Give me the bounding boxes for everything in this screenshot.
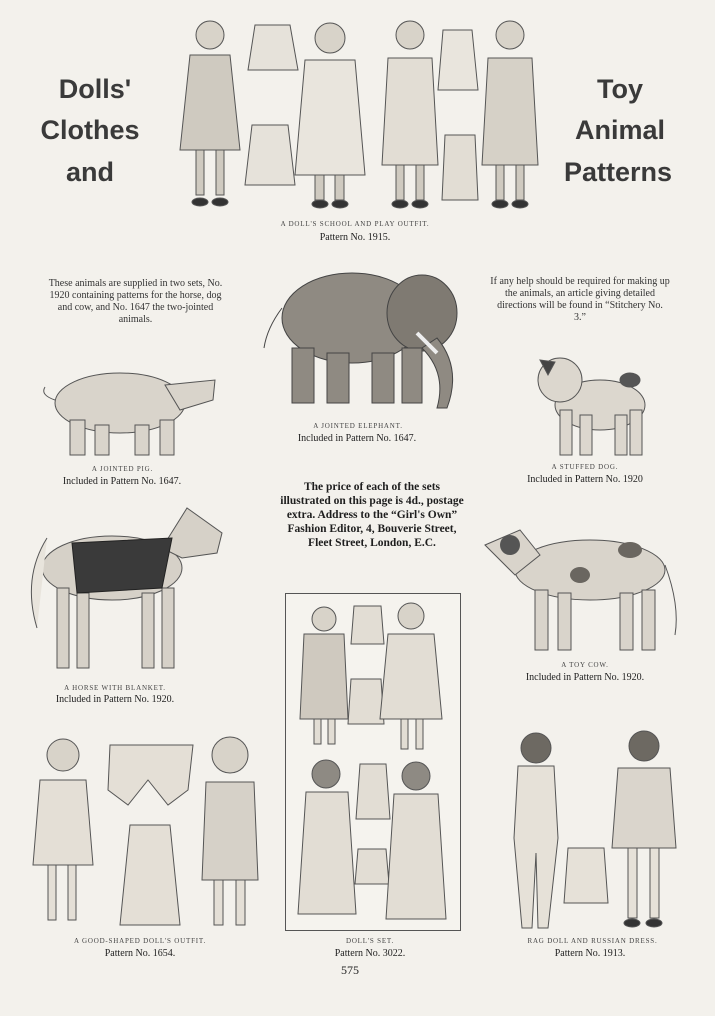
help-note: If any help should be required for making up the animals, an article giving detailed directions will be found in “Stitchery No. 3.” xyxy=(490,276,670,323)
horse-label: A HORSE WITH BLANKET. xyxy=(64,684,166,692)
cow-pattern: Included in Pattern No. 1920. xyxy=(525,672,645,683)
dolls-set-frame xyxy=(285,593,461,931)
pig-pattern: Included in Pattern No. 1647. xyxy=(62,476,182,487)
good-shaped-pattern: Pattern No. 1654. xyxy=(104,948,176,959)
title-left-line-3: and xyxy=(65,157,114,187)
dog-pattern: Included in Pattern No. 1920 xyxy=(527,474,643,485)
good-shaped-label: A GOOD-SHAPED DOLL'S OUTFIT. xyxy=(73,937,207,945)
pig-illustration xyxy=(35,365,220,460)
page-number: 575 xyxy=(341,963,359,977)
dog-illustration xyxy=(520,350,650,460)
rag-doll-label: RAG DOLL AND RUSSIAN DRESS. xyxy=(527,937,658,945)
title-left-line-1: Dolls' xyxy=(58,74,132,104)
rag-doll-illustration xyxy=(496,728,686,931)
horse-pattern: Included in Pattern No. 1920. xyxy=(55,694,175,705)
dog-label: A STUFFED DOG. xyxy=(551,463,619,471)
good-shaped-outfit-illustration xyxy=(18,730,260,930)
animals-note: These animals are supplied in two sets, No. 1920 containing patterns for the horse, dog and cow, and No. 1647 the two-jointed animals. xyxy=(48,278,223,325)
cow-label: A TOY COW. xyxy=(561,661,609,669)
title-right-line-2: Animal xyxy=(574,115,666,145)
horse-illustration xyxy=(22,498,227,680)
rag-doll-pattern: Pattern No. 1913. xyxy=(554,948,626,959)
school-outfit-illustration xyxy=(160,10,550,215)
elephant-pattern: Included in Pattern No. 1647. xyxy=(297,433,417,444)
school-outfit-pattern: Pattern No. 1915. xyxy=(319,232,391,243)
title-right-line-1: Toy xyxy=(597,74,643,104)
elephant-illustration xyxy=(262,258,472,418)
elephant-label: A JOINTED ELEPHANT. xyxy=(313,422,403,430)
title-left-line-2: Clothes xyxy=(40,115,140,145)
dolls-set-pattern: Pattern No. 3022. xyxy=(334,948,406,959)
dolls-set-label: DOLL'S SET. xyxy=(345,937,395,945)
pig-label: A JOINTED PIG. xyxy=(91,465,154,473)
school-outfit-label: A DOLL'S SCHOOL AND PLAY OUTFIT. xyxy=(280,220,430,228)
cow-illustration xyxy=(480,515,685,655)
title-right-line-3: Patterns xyxy=(563,157,673,187)
price-note: The price of each of the sets illustrated on this page is 4d., postage extra. Address to the “Girl's Own” Fashion Editor, 4, Bouverie Street, Fleet Street, London, E.C. xyxy=(280,481,464,549)
